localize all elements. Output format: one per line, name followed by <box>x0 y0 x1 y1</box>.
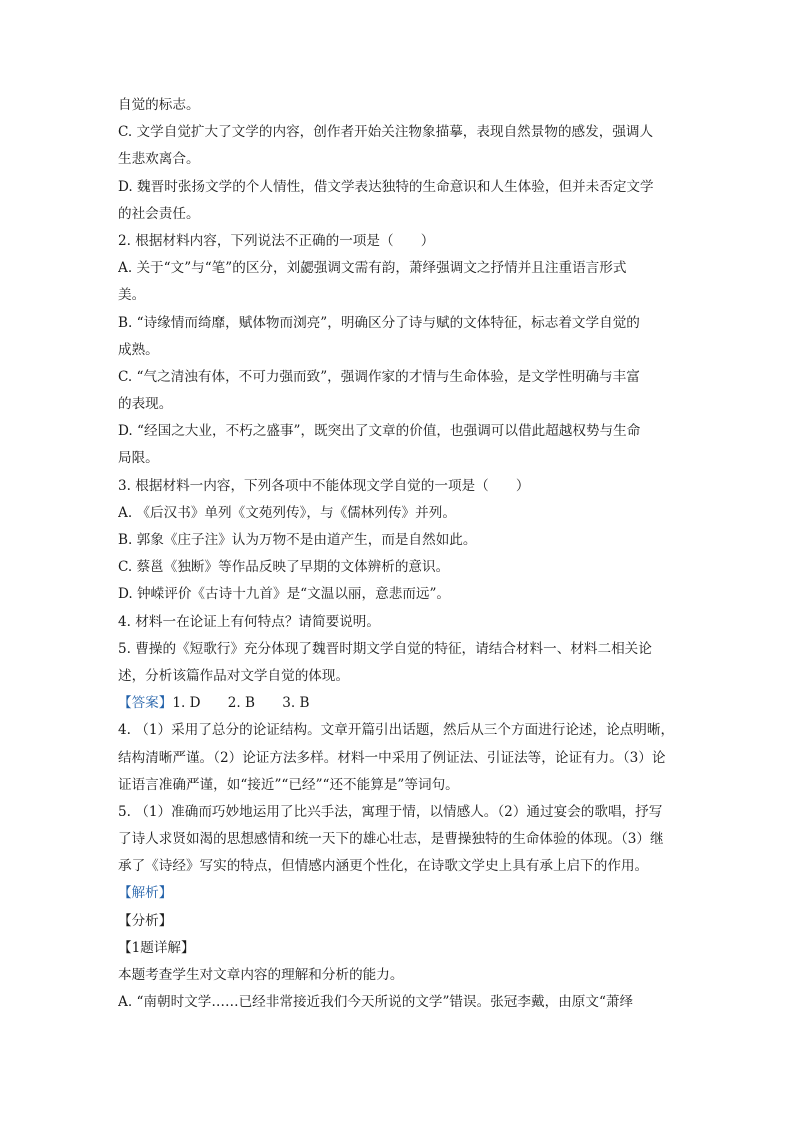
answer-line <box>118 690 678 717</box>
question-5: 5. 曹操的《短歌行》充分体现了魏晋时期文学自觉的特征，请结合材料一、材料二相关论 <box>118 640 652 657</box>
answer-4-line: 4. （1）采用了总分的论证结构。文章开篇引出话题，然后从三个方面进行论述，论点明晰， <box>118 722 675 739</box>
text-line: 的表现。 <box>118 396 173 413</box>
text-line: 了诗人求贤如渴的思想感情和统一天下的雄心壮志，是曹操独特的生命体验的体现。（3）继 <box>118 831 664 848</box>
text-line: 证语言准确严谨，如“接近”“已经”“还不能算是”等词句。 <box>118 776 459 793</box>
question-3: 3. 根据材料一内容，下列各项中不能体现文学自觉的一项是（ ） <box>118 477 530 494</box>
option-d-line: D. “经国之大业，不朽之盛事”，既突出了文章的价值，也强调可以借此超越权势与生命 <box>118 423 641 440</box>
analysis-text: 本题考查学生对文章内容的理解和分析的能力。 <box>118 967 404 983</box>
text-line: 局限。 <box>118 450 159 467</box>
text-line: 成熟。 <box>118 341 159 358</box>
option-c-line: C. “气之清浊有体，不可力强而致”，强调作家的才情与生命体验，是文学性明确与丰富 <box>118 368 640 385</box>
option-c-line: C. 蔡邕《独断》等作品反映了早期的文体辨析的意识。 <box>118 559 450 576</box>
text-line: 生悲欢离合。 <box>118 151 200 168</box>
option-d-line: D. 钟嵘评价《古诗十九首》是“文温以丽，意悲而远”。 <box>118 586 451 603</box>
question-4: 4. 材料一在论证上有何特点？请简要说明。 <box>118 613 380 630</box>
answer-label: 【答案】 <box>118 695 173 712</box>
analysis-label: 【解析】 <box>118 885 173 902</box>
option-a-line: A. 关于“文”与“笔”的区分，刘勰强调文需有韵，萧绎强调文之抒情并且注重语言形式 <box>118 260 627 277</box>
text-line: 的社会责任。 <box>118 205 200 222</box>
option-b-line: B. “诗缘情而绮靡，赋体物而浏亮”，明确区分了诗与赋的文体特征，标志着文学自觉的 <box>118 314 640 331</box>
text-line: 承了《诗经》写实的特点，但情感内涵更个性化，在诗歌文学史上具有承上启下的作用。 <box>118 858 649 875</box>
answer-choices: 1. D 2. B 3. B <box>172 695 310 712</box>
analysis-subheading: 【分析】 <box>118 912 173 929</box>
text-line: 自觉的标志。 <box>118 97 200 113</box>
document-page <box>118 92 678 1016</box>
question-2: 2. 根据材料内容，下列说法不正确的一项是（ ） <box>118 232 435 249</box>
question-1-detail-heading: 【1题详解】 <box>118 939 195 956</box>
option-b-line: B. 郭象《庄子注》认为万物不是由道产生，而是自然如此。 <box>118 532 477 548</box>
option-c-line: C. 文学自觉扩大了文学的内容，创作者开始关注物象描摹，表现自然景物的感发，强调人 <box>118 124 654 141</box>
option-a-line: A. 《后汉书》单列《文苑列传》，与《儒林列传》并列。 <box>118 504 456 521</box>
text-line: 结构清晰严谨。（2）论证方法多样。材料一中采用了例证法、引证法等，论证有力。（3）论 <box>118 749 666 766</box>
analysis-text: A. “南朝时文学……已经非常接近我们今天所说的文学”错误。张冠李戴，由原文“萧绎 <box>118 994 634 1011</box>
option-d-line: D. 魏晋时张扬文学的个人情性，借文学表达独特的生命意识和人生体验，但并未否定文学 <box>118 178 654 195</box>
answer-5-line: 5. （1）准确而巧妙地运用了比兴手法，寓理于情，以情感人。（2）通过宴会的歌唱，抒写 <box>118 803 663 820</box>
text-line: 述，分析该篇作品对文学自觉的体现。 <box>118 667 350 684</box>
text-line: 美。 <box>118 287 146 304</box>
